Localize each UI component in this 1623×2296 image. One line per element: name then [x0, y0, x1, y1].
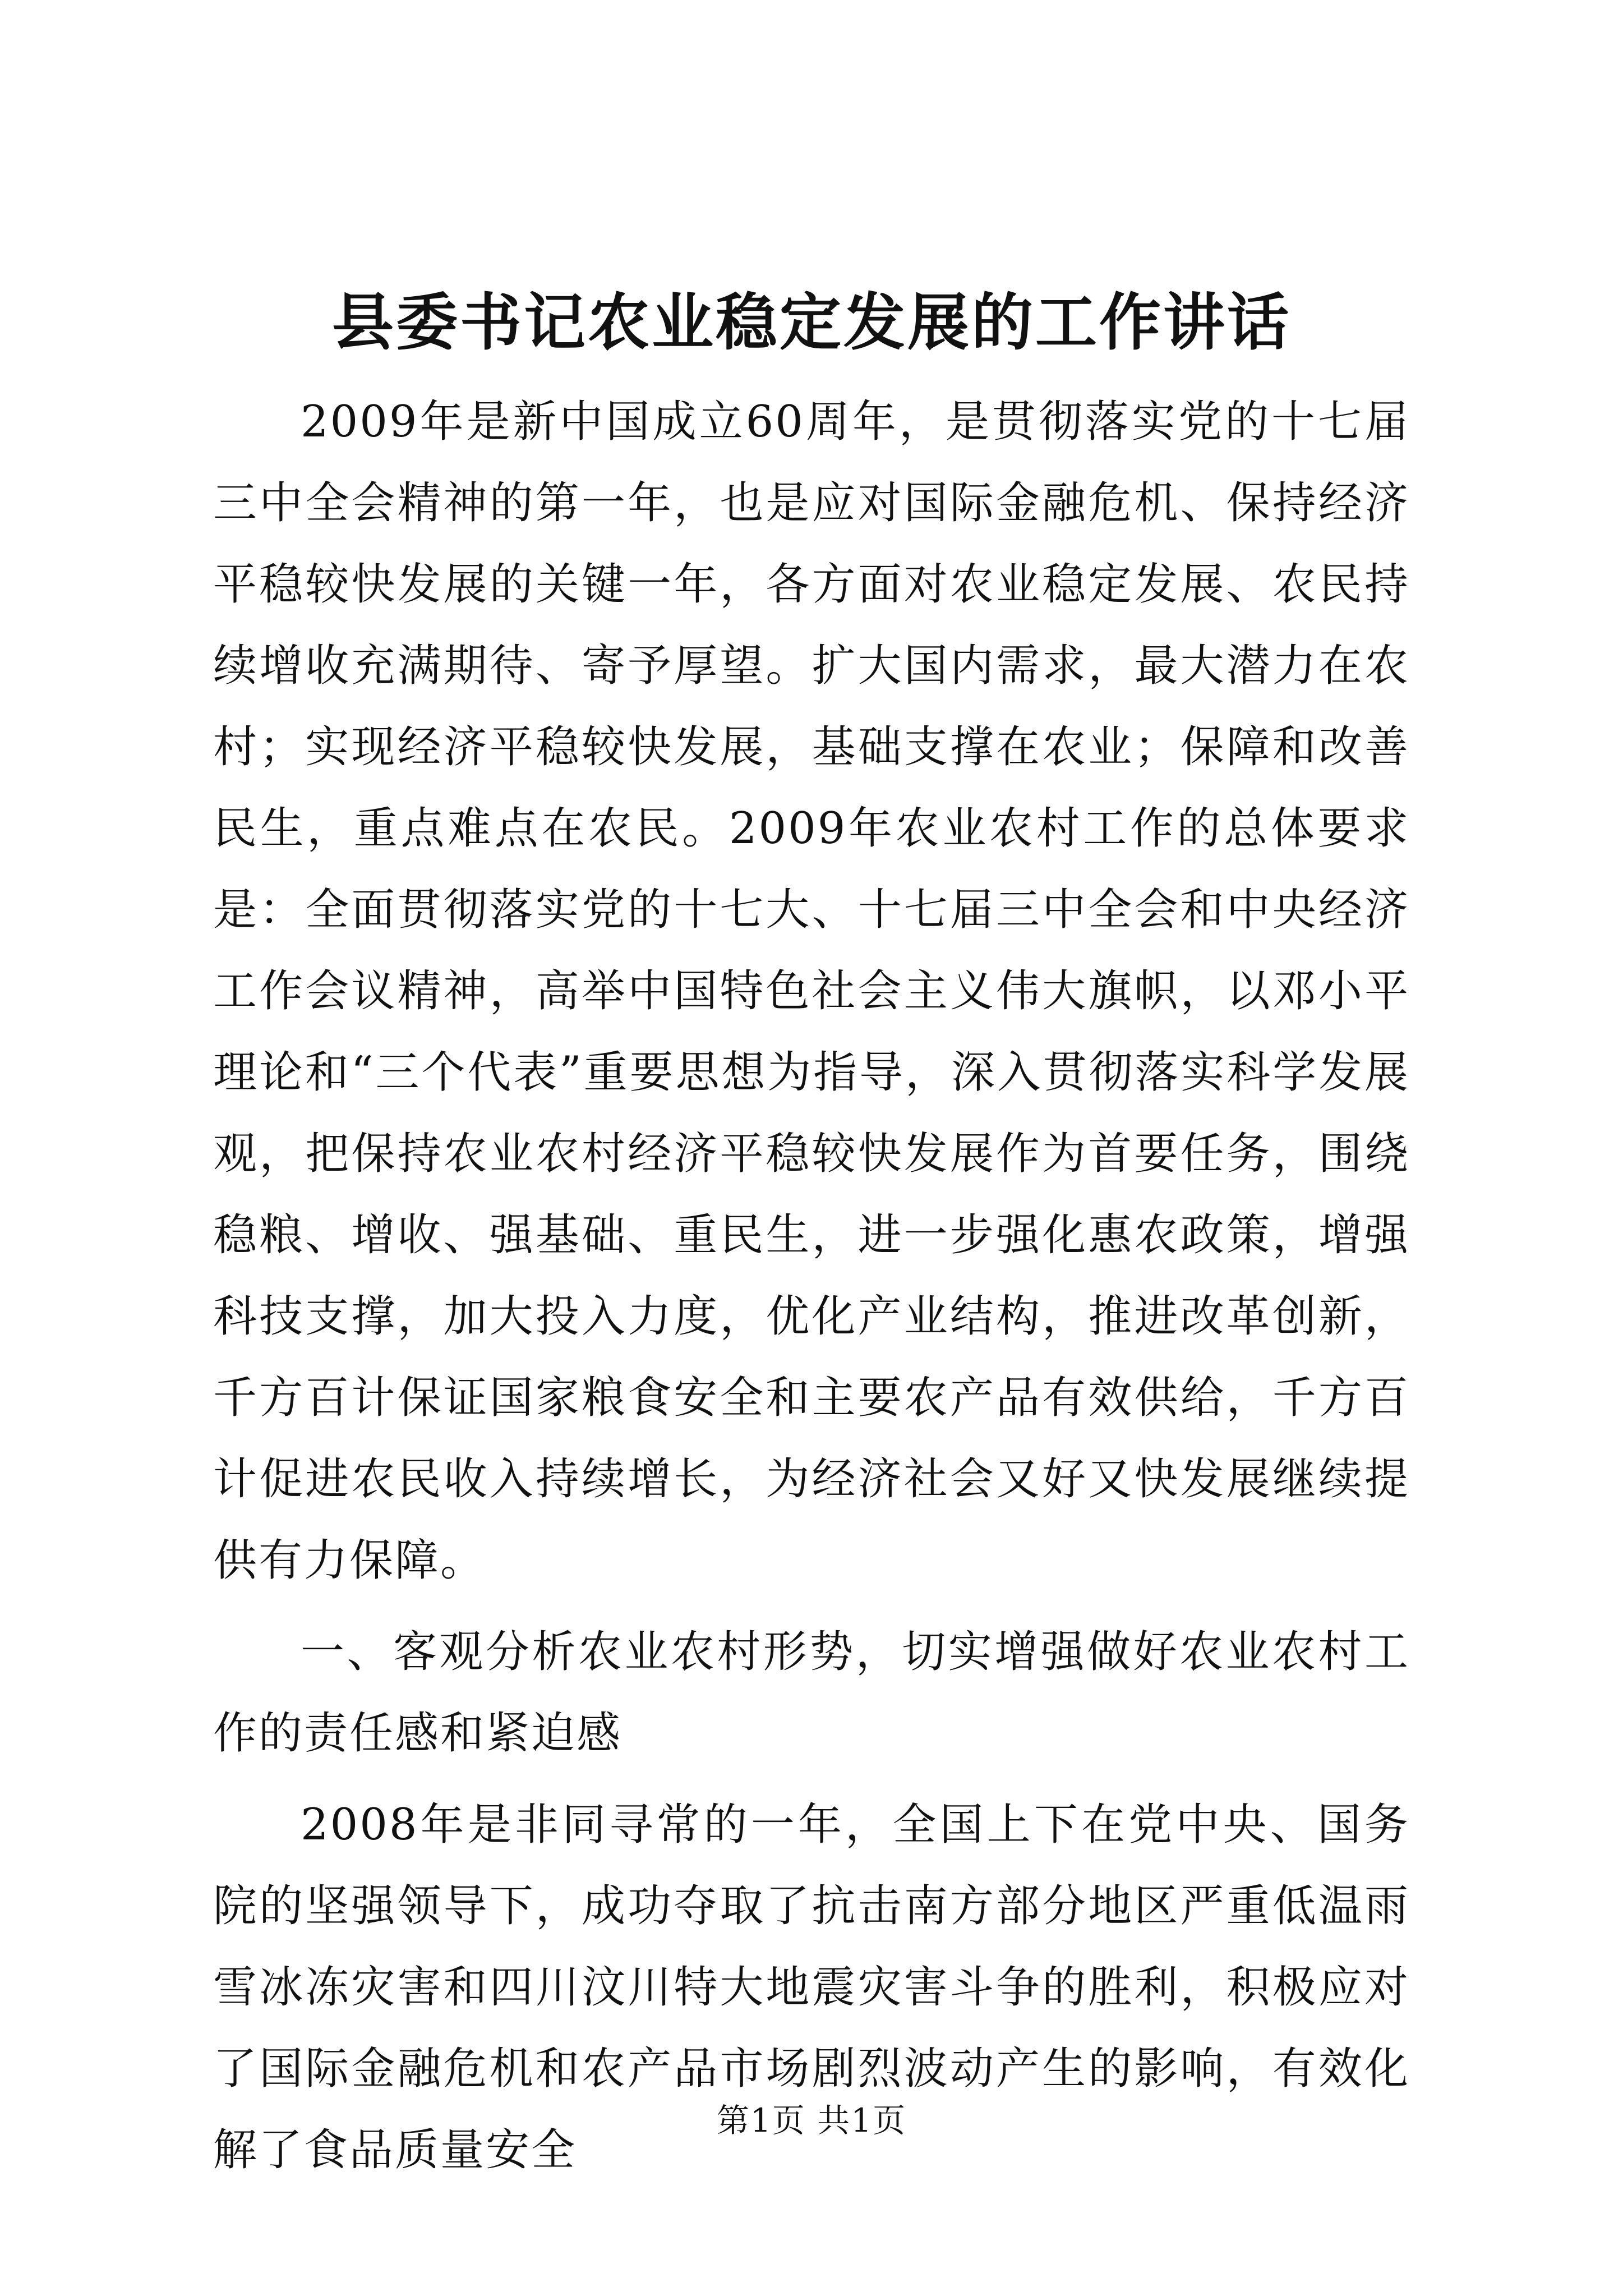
paragraph-intro: 2009年是新中国成立60周年，是贯彻落实党的十七届三中全会精神的第一年，也是应对国际金融危机、保持经济平稳较快发展的关键一年，各方面对农业稳定发展、农民持续增收充满期待、寄予厚望。扩大国内需求，最大潜力在农村；实现经济平稳较快发展，基础支撑在农业；保障和改善民生，重点难点在农民。2009年农业农村工作的总体要求是：全面贯彻落实党的十七大、十七届三中全会和中央经济工作会议精神，高举中国特色社会主义伟大旗帜，以邓小平理论和“三个代表”重要思想为指导，深入贯彻落实科学发展观，把保持农业农村经济平稳较快发展作为首要任务，围绕稳粮、增收、强基础、重民生，进一步强化惠农政策，增强科技支撑，加大投入力度，优化产业结构，推进改革创新，千方百计保证国家粮食安全和主要农产品有效供给，千方百计促进农民收入持续增长，为经济社会又好又快发展继续提供有力保障。: [213, 397, 1410, 1586]
page-number-footer: 第1页 共1页: [716, 2101, 907, 2139]
paragraph-2008: 2008年是非同寻常的一年，全国上下在党中央、国务院的坚强领导下，成功夺取了抗击南方部分地区严重低温雨雪冰冻灾害和四川汶川特大地震灾害斗争的胜利，积极应对了国际金融危机和农产品市场剧烈波动产生的影响，有效化解了食品质量安全: [213, 1800, 1410, 2175]
section-heading-1: 一、客观分析农业农村形势，切实增强做好农业农村工作的责任感和紧迫感: [213, 1627, 1410, 1759]
document-title: 县委书记农业稳定发展的工作讲话: [332, 286, 1291, 358]
document-body: [213, 381, 1410, 2201]
